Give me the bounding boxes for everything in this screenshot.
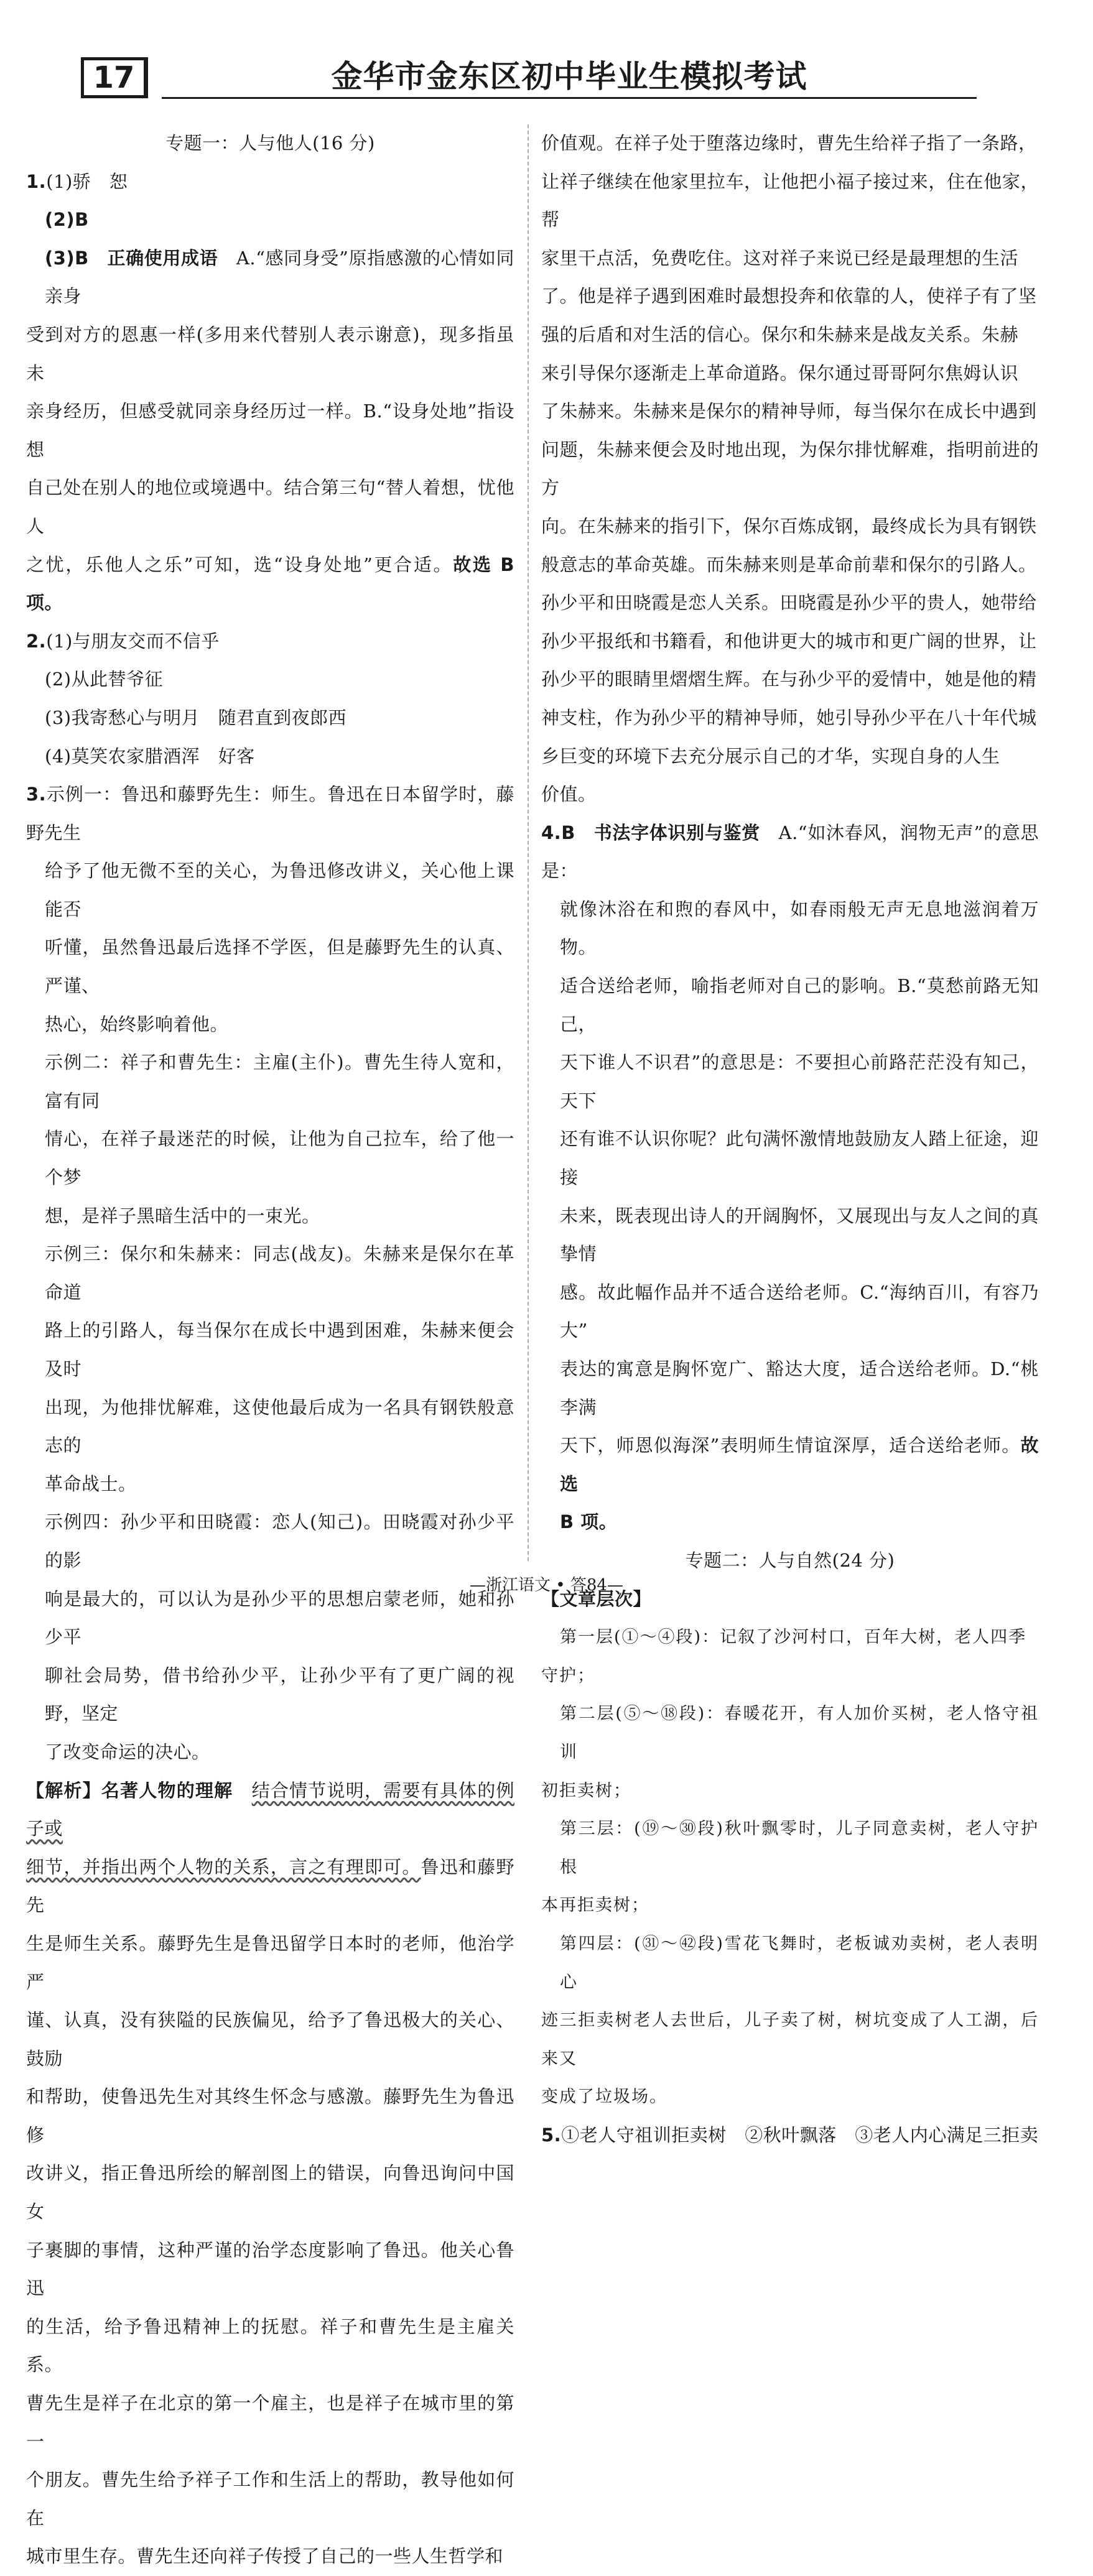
analysis-line: 子裹脚的事情，这种严谨的治学态度影响了鲁迅。他关心鲁迅 (26, 2239, 514, 2299)
analysis-line: 改讲义，指正鲁迅所绘的解剖图上的错误，向鲁迅询问中国女 (26, 2162, 514, 2223)
structure-line: 第二层(⑤～⑱段)：春暖花开，有人加价买树，老人恪守祖训 (560, 1704, 1039, 1762)
answer-line: 给予了他无微不至的关心，为鲁迅修改讲义，关心他上课能否 (45, 860, 514, 920)
answer-line: 亲身经历，但感受就同亲身经历过一样。B.“设身处地”指设想 (26, 401, 514, 460)
answer-line: 天下，师恩似海深”表明师生情谊深厚，适合送给老师。故选 (560, 1435, 1039, 1494)
answer-line: 1.(1)骄 恕 (26, 170, 128, 192)
analysis-line: 细节，并指出两个人物的关系，言之有理即可。鲁迅和藤野先 (26, 1856, 514, 1916)
analysis-line: 孙少平报纸和书籍看，和他讲更大的城市和更广阔的世界，让 (541, 630, 1037, 652)
structure-line: 本再拒卖树； (541, 1896, 649, 1916)
answer-line: 就像沐浴在和煦的春风中，如春雨般无声无息地滋润着万物。 (560, 898, 1039, 958)
section-title: 专题一：人与他人(16 分) (165, 132, 375, 154)
answer-line: 3.示例一：鲁迅和藤野先生：师生。鲁迅在日本留学时，藤野先生 (26, 784, 514, 843)
answer-line: 聊社会局势，借书给孙少平，让孙少平有了更广阔的视野，坚定 (45, 1664, 514, 1725)
analysis-line: 孙少平的眼睛里熠熠生辉。在与孙少平的爱情中，她是他的精 (541, 669, 1037, 690)
answer-line: (3)B 正确使用成语 A.“感同身受”原指感激的心情如同亲身 (45, 247, 514, 307)
analysis-line: 的生活，给予鲁迅精神上的抚慰。祥子和曹先生是主雇关系。 (26, 2315, 514, 2376)
answer-line: 自己处在别人的地位或境遇中。结合第三句“替人着想，忧他人 (26, 477, 514, 537)
answer-line: 之忧，乐他人之乐”可知，选“设身处地”更合适。故选 B 项。 (26, 554, 515, 614)
structure-line: 守护； (541, 1666, 595, 1685)
structure-line: 变成了垃圾场。 (541, 2087, 667, 2107)
analysis-line: 了。他是祥子遇到困难时最想投奔和依靠的人，使祥子有了坚 (541, 285, 1037, 307)
column-divider (528, 124, 529, 1561)
structure-line: 迹三拒卖树老人去世后，儿子卖了树，树坑变成了人工湖，后来又 (541, 2011, 1039, 2069)
analysis-line: 曹先生是祥子在北京的第一个雇主，也是祥子在城市里的第一 (26, 2393, 514, 2452)
answer-line: 响是最大的，可以认为是孙少平的思想启蒙老师，她和孙少平 (45, 1588, 514, 1648)
analysis-line: 家里干点活，免费吃住。这对祥子来说已经是最理想的生活 (541, 247, 1019, 269)
analysis-line: 和帮助，使鲁迅先生对其终生怀念与感激。藤野先生为鲁迅修 (26, 2086, 514, 2146)
analysis-line: 了朱赫来。朱赫来是保尔的精神导师，每当保尔在成长中遇到 (541, 401, 1037, 422)
analysis-line: 般意志的革命英雄。而朱赫来则是革命前辈和保尔的引路人。 (541, 554, 1037, 575)
answer-line: 2.(1)与朋友交而不信乎 (26, 630, 220, 652)
answer-line: 适合送给老师，喻指老师对自己的影响。B.“莫愁前路无知己， (560, 975, 1039, 1035)
answer-line: 还有谁不认识你呢？此句满怀激情地鼓励友人踏上征途，迎接 (560, 1128, 1039, 1188)
paper-number: 17 (81, 57, 148, 98)
answer-line: 路上的引路人，每当保尔在成长中遇到困难，朱赫来便会及时 (45, 1320, 514, 1379)
answer-line: 示例四：孙少平和田晓霞：恋人(知己)。田晓霞对孙少平的影 (45, 1511, 514, 1571)
analysis-line: 价值。 (541, 784, 597, 805)
answer-line: 未来，既表现出诗人的开阔胸怀，又展现出与友人之间的真挚情 (560, 1205, 1039, 1265)
page-header (81, 57, 977, 101)
answer-line: 5.①老人守祖训拒卖树 ②秋叶飘落 ③老人内心满足三拒卖 (541, 2124, 1039, 2146)
structure-line: 第三层：(⑲～㉚段)秋叶飘零时，儿子同意卖树，老人守护根 (560, 1819, 1039, 1877)
analysis-line: 让祥子继续在他家里拉车，让他把小福子接过来，住在他家，帮 (541, 170, 1039, 231)
analysis-line: 乡巨变的环境下去充分展示自己的才华，实现自身的人生 (541, 745, 1000, 767)
analysis-line: 来引导保尔逐渐走上革命道路。保尔通过哥哥阿尔焦姆认识 (541, 362, 1019, 384)
answer-line: 感。故此幅作品并不适合送给老师。C.“海纳百川，有容乃大” (560, 1281, 1039, 1341)
answer-line: 听懂，虽然鲁迅最后选择不学医，但是藤野先生的认真、严谨、 (45, 937, 514, 997)
structure-line: 第一层(①～④段)：记叙了沙河村口，百年大树，老人四季 (560, 1628, 1027, 1647)
answer-line: 了改变命运的决心。 (45, 1741, 210, 1763)
answer-line: 出现，为他排忧解难，这使他最后成为一名具有钢铁般意志的 (45, 1396, 514, 1457)
header-rule (162, 97, 977, 99)
answer-line: 天下谁人不识君”的意思是：不要担心前路茫茫没有知己，天下 (560, 1052, 1039, 1111)
section-title: 专题二：人与自然(24 分) (685, 1549, 895, 1571)
answer-line: 表达的寓意是胸怀宽广、豁达大度，适合送给老师。D.“桃李满 (560, 1358, 1039, 1418)
left-column (26, 124, 514, 2576)
answer-line: 受到对方的恩惠一样(多用来代替别人表示谢意)，现多指虽未 (26, 323, 514, 384)
analysis-line: 【解析】名著人物的理解 结合情节说明，需要有具体的例子或 (26, 1779, 514, 1840)
right-column (541, 124, 1039, 2154)
analysis-line: 城市里生存。曹先生还向祥子传授了自己的一些人生哲学和 (26, 2546, 504, 2567)
answer-line: 想，是祥子黑暗生活中的一束光。 (45, 1205, 320, 1226)
answer-line: (4)莫笑农家腊酒浑 好客 (45, 745, 255, 767)
analysis-line: 问题，朱赫来便会及时地出现，为保尔排忧解难，指明前进的方 (541, 438, 1039, 499)
answer-line: 示例二：祥子和曹先生：主雇(主仆)。曹先生待人宽和，富有同 (45, 1052, 514, 1111)
structure-line: 初拒卖树； (541, 1781, 631, 1800)
page-footer: —浙江语文 • 答84— (470, 1576, 623, 1595)
structure-heading: 【文章层次】 (541, 1588, 652, 1610)
page-title: 金华市金东区初中毕业生模拟考试 (331, 58, 807, 95)
analysis-line: 生是师生关系。藤野先生是鲁迅留学日本时的老师，他治学严 (26, 1932, 514, 1993)
answer-line: (2)从此替爷征 (45, 669, 164, 690)
answer-line: 热心，始终影响着他。 (45, 1013, 229, 1035)
analysis-line: 强的后盾和对生活的信心。保尔和朱赫来是战友关系。朱赫 (541, 323, 1019, 345)
answer-line: (3)我寄愁心与明月 随君直到夜郎西 (45, 707, 347, 728)
analysis-line: 价值观。在祥子处于堕落边缘时，曹先生给祥子指了一条路， (541, 132, 1037, 154)
analysis-line: 谨、认真，没有狭隘的民族偏见，给予了鲁迅极大的关心、鼓励 (26, 2009, 514, 2069)
answer-line: B 项。 (560, 1511, 618, 1533)
analysis-line: 个朋友。曹先生给予祥子工作和生活上的帮助，教导他如何在 (26, 2469, 514, 2529)
answer-line: 示例三：保尔和朱赫来：同志(战友)。朱赫来是保尔在革命道 (45, 1243, 514, 1303)
answer-line: (2)B (45, 209, 89, 231)
analysis-line: 孙少平和田晓霞是恋人关系。田晓霞是孙少平的贵人，她带给 (541, 592, 1037, 614)
structure-line: 第四层：(㉛～㊷段)雪花飞舞时，老板诚劝卖树，老人表明心 (560, 1934, 1039, 1992)
answer-line: 革命战士。 (45, 1473, 137, 1494)
answer-line: 4.B 书法字体识别与鉴赏 A.“如沐春风，润物无声”的意思是： (541, 822, 1039, 882)
analysis-line: 神支柱，作为孙少平的精神导师，她引导孙少平在八十年代城 (541, 707, 1037, 728)
analysis-line: 向。在朱赫来的指引下，保尔百炼成钢，最终成长为具有钢铁 (541, 515, 1037, 537)
answer-line: 情心，在祥子最迷茫的时候，让他为自己拉车，给了他一个梦 (45, 1128, 514, 1188)
